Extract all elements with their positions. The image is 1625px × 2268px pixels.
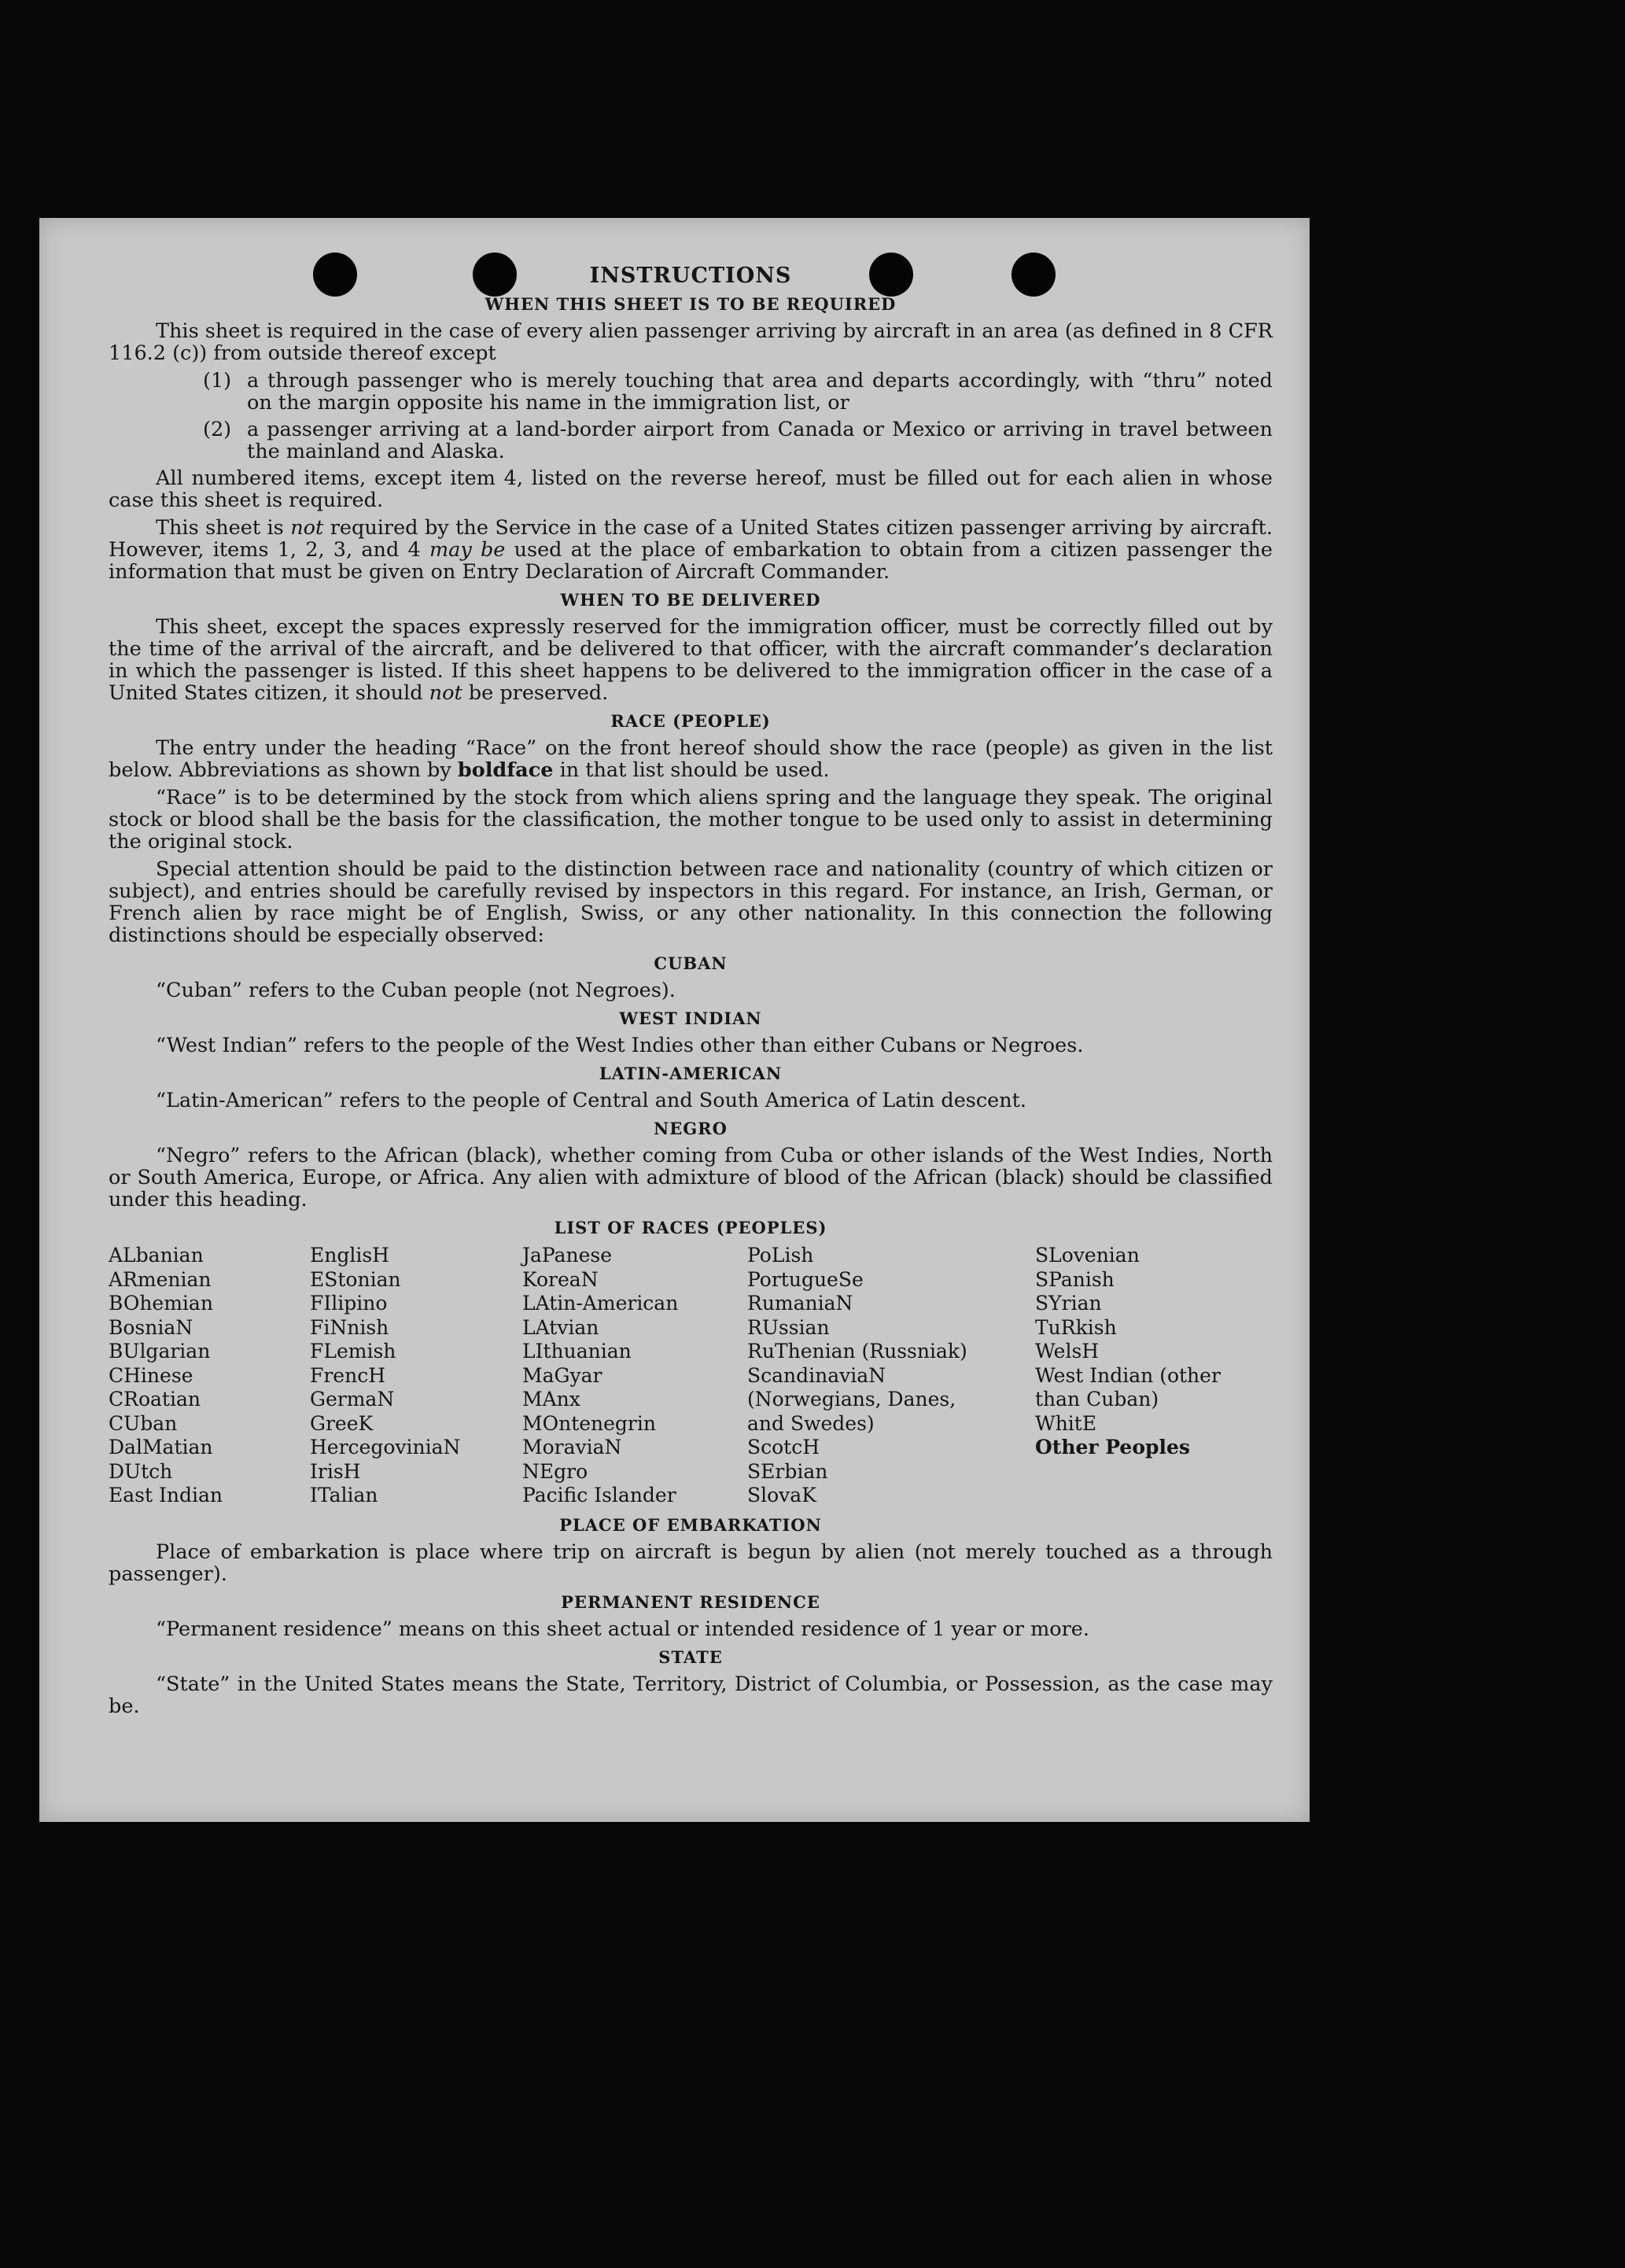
race-entry: ScotcH	[747, 1436, 820, 1459]
item-number: (2)	[203, 418, 232, 441]
race-entry: WelsH	[1035, 1340, 1100, 1363]
item-text: a passenger arriving at a land-border airport from Canada or Mexico or arriving in travel between the mainland and Alaska.	[247, 418, 1273, 463]
heading-race: RACE (PEOPLE)	[610, 711, 771, 731]
sheet-content	[109, 265, 1273, 1723]
paragraph: “Cuban” refers to the Cuban people (not Negroes).	[156, 979, 676, 1002]
races-column-1	[109, 1244, 310, 1508]
race-entry: LAtin-American	[522, 1292, 679, 1315]
list-item	[203, 419, 1273, 463]
race-entry: CHinese	[109, 1363, 193, 1387]
paragraph: Special attention should be paid to the distinction between race and nationality (country of which citizen or subject), and entries should be carefully revised by inspectors in this regard. For instance, an Irish, German, or French alien by race might be of English, Swiss, or any other nationality. In this connection the following distinctions should be especially observed:	[109, 857, 1273, 947]
paragraph: “Latin-American” refers to the people of Central and South America of Latin descent.	[156, 1089, 1027, 1112]
race-entry: East Indian	[109, 1484, 223, 1506]
instruction-sheet	[39, 218, 1310, 1822]
race-entry: SErbian	[747, 1459, 828, 1483]
race-entry: DUtch	[109, 1459, 173, 1483]
heading-negro: NEGRO	[654, 1119, 728, 1138]
race-entry: BUlgarian	[109, 1340, 211, 1363]
race-entry: EnglisH	[310, 1244, 389, 1267]
race-entry: MOntenegrin	[522, 1411, 656, 1435]
race-entry: JaPanese	[522, 1244, 613, 1267]
race-entry: RUssian	[747, 1315, 830, 1339]
race-entry: DalMatian	[109, 1436, 213, 1459]
race-entry: SYrian	[1035, 1292, 1102, 1315]
races-column-2	[310, 1244, 522, 1508]
race-entry: ALbanian	[109, 1244, 204, 1267]
race-entry: ScandinaviaN (Norwegians, Danes, and Swedes)	[747, 1363, 956, 1435]
race-entry: GermaN	[310, 1388, 395, 1411]
race-entry: ITalian	[310, 1484, 378, 1506]
race-entry: RuThenian (Russniak)	[747, 1340, 967, 1363]
race-entry: PortugueSe	[747, 1267, 864, 1291]
heading-list-of-races: LIST OF RACES (PEOPLES)	[554, 1218, 827, 1237]
paragraph: The entry under the heading “Race” on the front hereof should show the race (people) as given in the list below. Abbreviations as shown by boldface in that list should be used.	[109, 736, 1273, 782]
race-entry: RumaniaN	[747, 1292, 853, 1315]
race-entry: CUban	[109, 1411, 178, 1435]
race-entry: HercegoviniaN	[310, 1436, 461, 1459]
races-table	[109, 1244, 1273, 1508]
race-entry: KoreaN	[522, 1267, 599, 1291]
heading-state: STATE	[658, 1647, 723, 1667]
race-entry: ARmenian	[109, 1267, 212, 1291]
heading-cuban: CUBAN	[654, 953, 728, 973]
paragraph: “West Indian” refers to the people of the West Indies other than either Cubans or Negroes.	[156, 1034, 1084, 1057]
paragraph: This sheet is not required by the Service in the case of a United States citizen passenger arriving by aircraft. However, items 1, 2, 3, and 4 may be used at the place of embarkation to obtain from a citizen passenger the information that must be given on Entry Declaration of Aircraft Commander.	[109, 516, 1273, 584]
races-column-5	[1035, 1244, 1271, 1508]
races-column-4	[747, 1244, 1035, 1508]
heading-west-indian: WEST INDIAN	[619, 1009, 762, 1028]
race-entry: CRoatian	[109, 1388, 201, 1411]
item-text: a through passenger who is merely touching that area and departs accordingly, with “thru” noted on the margin opposite his name in the immigration list, or	[247, 369, 1273, 415]
heading-embarkation: PLACE OF EMBARKATION	[559, 1514, 822, 1535]
heading-residence: PERMANENT RESIDENCE	[561, 1591, 820, 1612]
paragraph: “Negro” refers to the African (black), whether coming from Cuba or other islands of the West Indies, North or South America, Europe, or Africa. Any alien with admixture of blood of the African (black) should be classified under this heading.	[109, 1144, 1273, 1211]
race-entry: FrencH	[310, 1363, 385, 1387]
paragraph: “State” in the United States means the State, Territory, District of Columbia, or Possession, as the case may be.	[109, 1672, 1273, 1718]
race-entry: FiNnish	[310, 1315, 389, 1339]
race-entry: MoraviaN	[522, 1436, 622, 1459]
race-entry: SPanish	[1035, 1267, 1115, 1291]
race-entry: GreeK	[310, 1411, 374, 1435]
heading-when-delivered: WHEN TO BE DELIVERED	[560, 590, 821, 610]
race-entry: Other Peoples	[1035, 1436, 1190, 1459]
page-title: INSTRUCTIONS	[589, 264, 792, 288]
race-entry: WhitE	[1035, 1411, 1097, 1435]
races-column-3	[522, 1244, 747, 1508]
race-entry: FLemish	[310, 1340, 396, 1363]
race-entry: TuRkish	[1035, 1315, 1117, 1339]
paragraph: This sheet, except the spaces expressly reserved for the immigration officer, must be correctly filled out by the time of the arrival of the aircraft, and be delivered to that officer, with the aircraft commander’s declaration in which the passenger is listed. If this sheet happens to be delivered to the immigration officer in the case of a United States citizen, it should not be preserved.	[109, 615, 1273, 705]
paragraph: “Permanent residence” means on this sheet actual or intended residence of 1 year or more.	[156, 1617, 1089, 1641]
race-entry: PoLish	[747, 1244, 814, 1267]
race-entry: NEgro	[522, 1459, 588, 1483]
race-entry: MAnx	[522, 1388, 580, 1411]
race-entry: BosniaN	[109, 1315, 193, 1339]
paragraph: Place of embarkation is place where trip on aircraft is begun by alien (not merely touched as a through passenger).	[109, 1540, 1273, 1586]
race-entry: EStonian	[310, 1267, 401, 1291]
race-entry: MaGyar	[522, 1363, 602, 1387]
race-entry: Pacific Islander	[522, 1484, 676, 1506]
race-entry: LAtvian	[522, 1315, 599, 1339]
race-entry: LIthuanian	[522, 1340, 632, 1363]
heading-when-required: WHEN THIS SHEET IS TO BE REQUIRED	[485, 294, 897, 314]
race-entry: SLovenian	[1035, 1244, 1140, 1267]
paragraph: All numbered items, except item 4, listed on the reverse hereof, must be filled out for each alien in whose case this sheet is required.	[109, 467, 1273, 512]
heading-latin-american: LATIN-AMERICAN	[599, 1064, 783, 1083]
paragraph: This sheet is required in the case of every alien passenger arriving by aircraft in an area (as defined in 8 CFR 116.2 (c)) from outside thereof except	[109, 319, 1273, 365]
race-entry: IrisH	[310, 1459, 361, 1483]
list-item	[203, 370, 1273, 414]
item-number: (1)	[203, 369, 232, 393]
race-entry: West Indian (other than Cuban)	[1035, 1363, 1221, 1411]
paragraph: “Race” is to be determined by the stock from which aliens spring and the language they speak. The original stock or blood shall be the basis for the classification, the mother tongue to be used only to assist in determining the original stock.	[109, 786, 1273, 854]
race-entry: BOhemian	[109, 1292, 213, 1315]
race-entry: SlovaK	[747, 1484, 816, 1506]
race-entry: FIlipino	[310, 1292, 388, 1315]
